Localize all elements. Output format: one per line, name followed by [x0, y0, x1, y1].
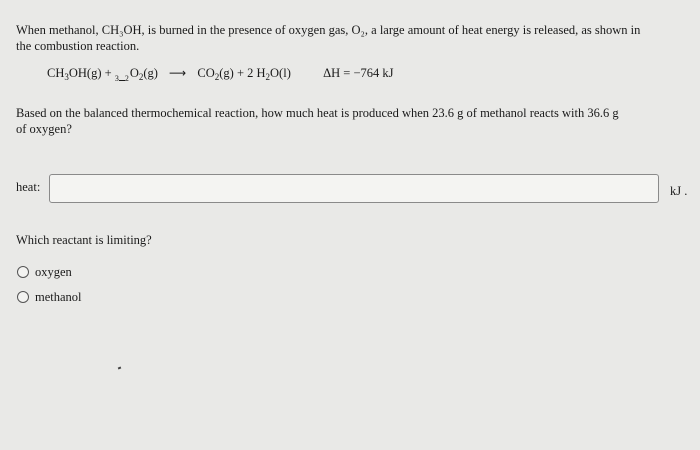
prompt-line-1: Based on the balanced thermochemical reaction, how much heat is produced when 23.6 g of methanol reacts with 36.6 g: [16, 106, 619, 120]
radio-methanol[interactable]: [17, 291, 29, 303]
intro-line-2: the combustion reaction.: [16, 39, 140, 53]
methanol-formula: $CH_3OH(g)$ +: [47, 66, 112, 82]
option-methanol-label[interactable]: methanol: [35, 290, 82, 304]
products-formula: $CO_2(g) + 2$ $H_2O(l)$: [197, 66, 291, 82]
reaction-arrow: ⟶: [169, 66, 187, 80]
option-oxygen-label[interactable]: oxygen: [35, 265, 72, 279]
prompt-line-2: of oxygen?: [16, 122, 72, 136]
heat-unit: kJ .: [670, 184, 688, 198]
oxygen-formula: $O_2(g)$: [129, 66, 158, 82]
enthalpy-change: ΔH = −764 kJ: [323, 66, 394, 80]
radio-oxygen[interactable]: [17, 266, 29, 278]
intro-line-1: When methanol, CH₃OH, is burned in the presence of oxygen gas, O₂, a large amount of heat energy is released, as shown in: [16, 23, 641, 37]
heat-label: heat:: [16, 180, 41, 194]
coefficient-fraction: 3 2: [114, 74, 129, 83]
heat-answer-input[interactable]: [49, 174, 659, 203]
thermochemical-equation: [47, 66, 394, 83]
stray-mark: [118, 367, 122, 370]
limiting-question: Which reactant is limiting?: [16, 233, 152, 247]
